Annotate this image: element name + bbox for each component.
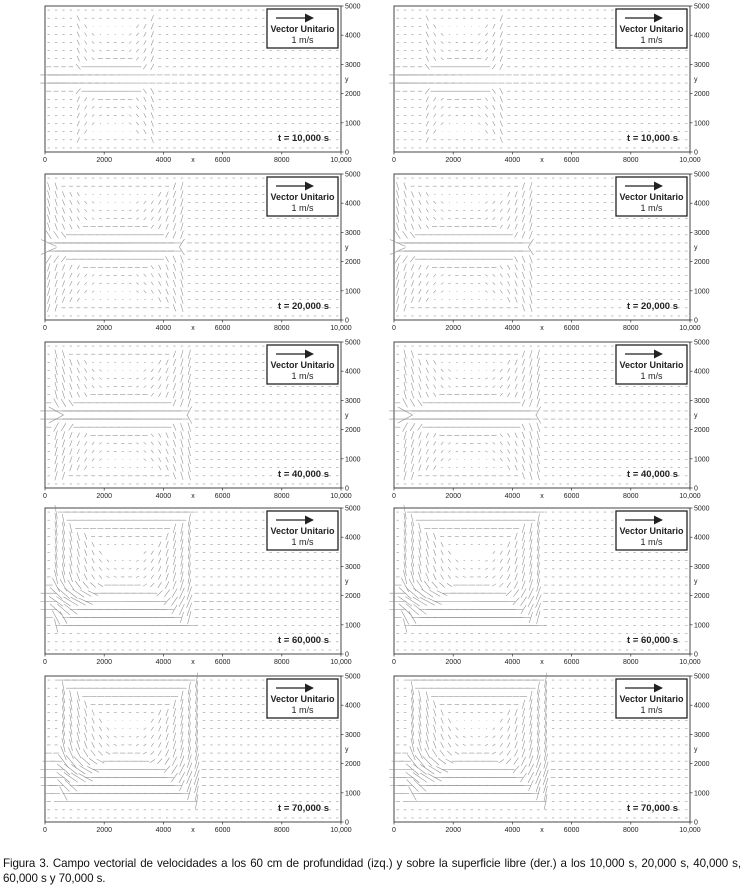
x-tick-label: 6000 [563,325,580,332]
legend-value: 1 m/s [291,371,314,381]
x-tick-label: 8000 [623,157,639,164]
x-tick-label: 4000 [155,493,172,500]
chart-panel [389,4,709,165]
y-tick-label: 1000 [345,288,361,296]
x-tick-label: 4000 [504,325,521,332]
x-tick-label: 8000 [623,325,639,332]
x-tick-label: 2000 [96,493,112,500]
x-tick-label: 2000 [445,157,461,164]
x-tick-label: 8000 [274,157,290,164]
chart-panel [40,505,360,666]
chart-panel [389,340,709,501]
y-tick-label: 0 [345,149,349,157]
y-tick-label: 5000 [345,171,361,179]
x-tick-label: 2000 [445,325,461,332]
x-axis-label: x [191,157,195,164]
y-axis-label: y [345,412,349,420]
x-tick-label: 8000 [623,493,639,500]
time-label: t = 10,000 s [627,133,678,144]
chart-panel [40,340,360,501]
x-axis-label: x [191,493,195,500]
legend-value: 1 m/s [640,371,663,381]
x-tick-label: 0 [43,325,47,332]
x-tick-label: 10,000 [679,493,701,500]
y-tick-label: 0 [345,317,349,325]
y-tick-label: 4000 [694,200,710,208]
y-tick-label: 0 [345,485,349,493]
time-label: t = 20,000 s [627,301,678,312]
y-tick-label: 3000 [694,397,710,405]
y-tick-label: 4000 [694,368,710,376]
x-tick-label: 10,000 [330,493,352,500]
y-tick-label: 5000 [694,171,710,179]
y-tick-label: 2000 [694,427,710,435]
x-axis-label: x [540,325,544,332]
legend-value: 1 m/s [291,35,314,45]
x-tick-label: 4000 [155,157,172,164]
legend-value: 1 m/s [291,203,314,213]
x-tick-label: 10,000 [330,157,352,164]
time-label: t = 20,000 s [278,301,329,312]
x-tick-label: 6000 [214,325,231,332]
y-tick-label: 3000 [345,229,361,237]
x-tick-label: 10,000 [679,157,701,164]
x-tick-label: 0 [43,493,47,500]
y-tick-label: 4000 [694,32,710,40]
y-tick-label: 5000 [345,3,361,11]
x-tick-label: 4000 [504,157,521,164]
x-tick-label: 2000 [445,493,461,500]
x-tick-label: 0 [43,157,47,164]
legend-title: Vector Unitario [270,24,335,34]
y-axis-label: y [345,76,349,84]
y-tick-label: 0 [694,317,698,325]
y-tick-label: 2000 [694,259,710,267]
y-tick-label: 5000 [694,339,710,347]
x-tick-label: 2000 [96,325,112,332]
y-tick-label: 2000 [345,427,361,435]
y-tick-label: 3000 [694,229,710,237]
y-tick-label: 1000 [345,456,361,464]
y-tick-label: 3000 [694,61,710,69]
x-tick-label: 4000 [155,325,172,332]
legend-title: Vector Unitario [619,192,684,202]
y-tick-label: 0 [694,485,698,493]
x-tick-label: 8000 [274,325,290,332]
x-axis-label: x [540,157,544,164]
legend-value: 1 m/s [640,203,663,213]
x-tick-label: 6000 [214,493,231,500]
time-label: t = 40,000 s [627,469,678,480]
x-tick-label: 0 [392,493,396,500]
y-tick-label: 2000 [694,91,710,99]
y-tick-label: 0 [694,149,698,157]
x-tick-label: 4000 [504,493,521,500]
legend-title: Vector Unitario [270,360,335,370]
x-tick-label: 6000 [563,157,580,164]
y-tick-label: 4000 [345,368,361,376]
x-tick-label: 8000 [274,493,290,500]
y-axis-label: y [694,76,698,84]
y-axis-label: y [694,412,698,420]
time-label: t = 10,000 s [278,133,329,144]
legend-value: 1 m/s [640,35,663,45]
chart-panel [40,4,360,165]
y-axis-label: y [694,244,698,252]
y-tick-label: 4000 [345,32,361,40]
y-tick-label: 1000 [345,120,361,128]
legend-title: Vector Unitario [270,192,335,202]
y-tick-label: 3000 [345,61,361,69]
chart-panel [390,172,710,333]
y-tick-label: 5000 [345,339,361,347]
y-tick-label: 1000 [694,120,710,128]
y-tick-label: 5000 [694,3,710,11]
y-tick-label: 2000 [345,259,361,267]
legend-title: Vector Unitario [619,24,684,34]
x-tick-label: 2000 [96,157,112,164]
time-label: t = 40,000 s [278,469,329,480]
x-axis-label: x [540,493,544,500]
x-tick-label: 0 [392,325,396,332]
x-tick-label: 0 [392,157,396,164]
x-axis-label: x [191,325,195,332]
y-axis-label: y [345,244,349,252]
y-tick-label: 1000 [694,456,710,464]
y-tick-label: 3000 [345,397,361,405]
y-tick-label: 2000 [345,91,361,99]
x-tick-label: 6000 [563,493,580,500]
legend-title: Vector Unitario [619,360,684,370]
x-tick-label: 6000 [214,157,231,164]
y-tick-label: 4000 [345,200,361,208]
x-tick-label: 10,000 [330,325,352,332]
y-tick-label: 1000 [694,288,710,296]
x-tick-label: 10,000 [679,325,701,332]
chart-panel [41,172,361,333]
